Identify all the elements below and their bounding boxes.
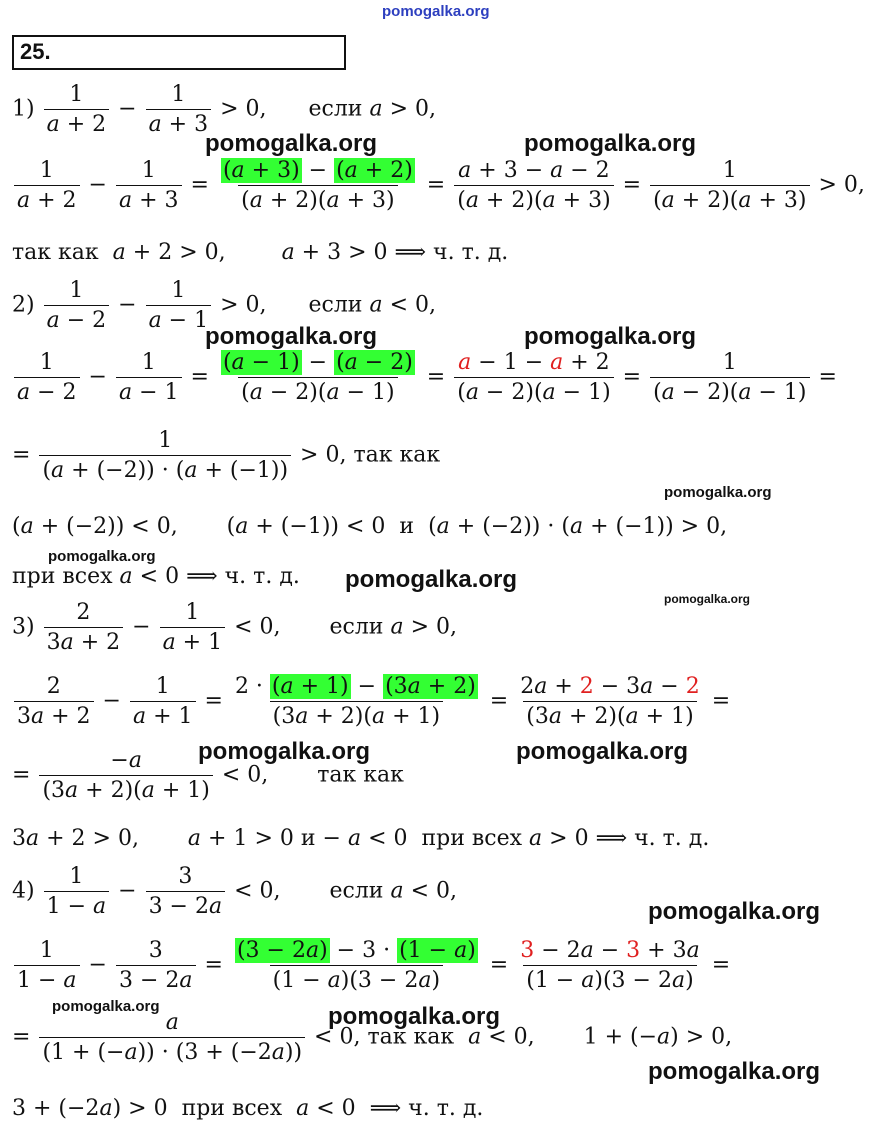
- watermark: pomogalka.org: [328, 1003, 501, 1030]
- part-2-conclusion: при всех a < 0 ⟹ ч. т. д.: [12, 564, 300, 589]
- part-4-statement: 4) $\frac{1}{1 - a}$ − $\frac{3}{3 - 2a}$ < 0, если a < 0,: [12, 864, 458, 919]
- watermark: pomogalka.org: [524, 323, 697, 350]
- part-label: 1): [12, 96, 35, 122]
- watermark: pomogalka.org: [205, 323, 378, 350]
- watermark: pomogalka.org: [52, 998, 160, 1015]
- watermark: pomogalka.org: [205, 130, 378, 157]
- watermark: pomogalka.org: [345, 566, 518, 593]
- part-2-derivation: $\frac{1}{a - 2}$ − $\frac{1}{a - 1}$ = $\frac{(a - 1) - (a - 2)}{(a - 2)(a - 1)}$ = $\frac{a - 1 - a + 2}{(a - 2)(a - 1)}$ = $\frac{1}{(a - 2)(a - 1)}$ =: [12, 350, 837, 405]
- watermark: pomogalka.org: [198, 738, 371, 765]
- part-4-conclusion: 3 + (−2a) > 0 при всех a < 0 ⟹ ч. т. д.: [12, 1096, 484, 1121]
- watermark: pomogalka.org: [648, 898, 821, 925]
- part-3-derivation: $\frac{2}{3a + 2}$ − $\frac{1}{a + 1}$ = $\frac{2 \cdot (a + 1) - (3a + 2)}{(3a + 2)(a + 1)}$ = $\frac{2a + 2 - 3a - 2}{(3a + 2)(a + 1)}$ =: [12, 674, 730, 729]
- part-1-conclusion: так как a + 2 > 0, a + 3 > 0 ⟹ ч. т. д.: [12, 240, 509, 265]
- part-label: 3): [12, 614, 35, 640]
- part-label: 4): [12, 878, 35, 904]
- watermark: pomogalka.org: [524, 130, 697, 157]
- task-number: 25.: [20, 39, 51, 64]
- watermark: pomogalka.org: [664, 484, 772, 501]
- watermark: pomogalka.org: [664, 592, 751, 606]
- site-header[interactable]: pomogalka.org: [382, 3, 490, 20]
- task-number-box: [12, 35, 346, 70]
- part-1-statement: 1) $\frac{1}{a + 2}$ − $\frac{1}{a + 3}$ > 0, если a > 0,: [12, 82, 437, 137]
- part-2-result: = $\frac{1}{(a + (-2)) \cdot (a + (-1))}$ > 0, так как: [12, 428, 441, 483]
- part-3-result: = $\frac{-a}{(3a + 2)(a + 1)}$ < 0, так как: [12, 748, 404, 803]
- word-if: если: [308, 96, 363, 122]
- part-4-result: = $\frac{a}{(1 + (-a)) \cdot (3 + (-2a))}$ < 0, так как a < 0, 1 + (−a) > 0,: [12, 1010, 733, 1065]
- part-label: 2): [12, 292, 35, 318]
- watermark: pomogalka.org: [516, 738, 689, 765]
- watermark: pomogalka.org: [648, 1058, 821, 1085]
- part-2-statement: 2) $\frac{1}{a - 2}$ − $\frac{1}{a - 1}$ > 0, если a < 0,: [12, 278, 437, 333]
- part-3-conclusion: 3a + 2 > 0, a + 1 > 0 и − a < 0 при всех a > 0 ⟹ ч. т. д.: [12, 826, 710, 851]
- part-1-derivation: $\frac{1}{a + 2}$ − $\frac{1}{a + 3}$ = $\frac{(a + 3) - (a + 2)}{(a + 2)(a + 3)}$ = $\frac{a + 3 - a - 2}{(a + 2)(a + 3)}$ = $\frac{1}{(a + 2)(a + 3)}$ > 0,: [12, 158, 865, 213]
- part-4-derivation: $\frac{1}{1 - a}$ − $\frac{3}{3 - 2a}$ = $\frac{(3 - 2a) - 3 \cdot (1 - a)}{(1 - a)(3 - 2a)}$ = $\frac{3 - 2a - 3 + 3a}{(1 - a)(3 - 2a)}$ =: [12, 938, 730, 993]
- part-2-signs: (a + (−2)) < 0, (a + (−1)) < 0 и (a + (−2)) · (a + (−1)) > 0,: [12, 514, 728, 539]
- part-3-statement: 3) $\frac{2}{3a + 2}$ − $\frac{1}{a + 1}$ < 0, если a > 0,: [12, 600, 458, 655]
- watermark: pomogalka.org: [48, 548, 156, 565]
